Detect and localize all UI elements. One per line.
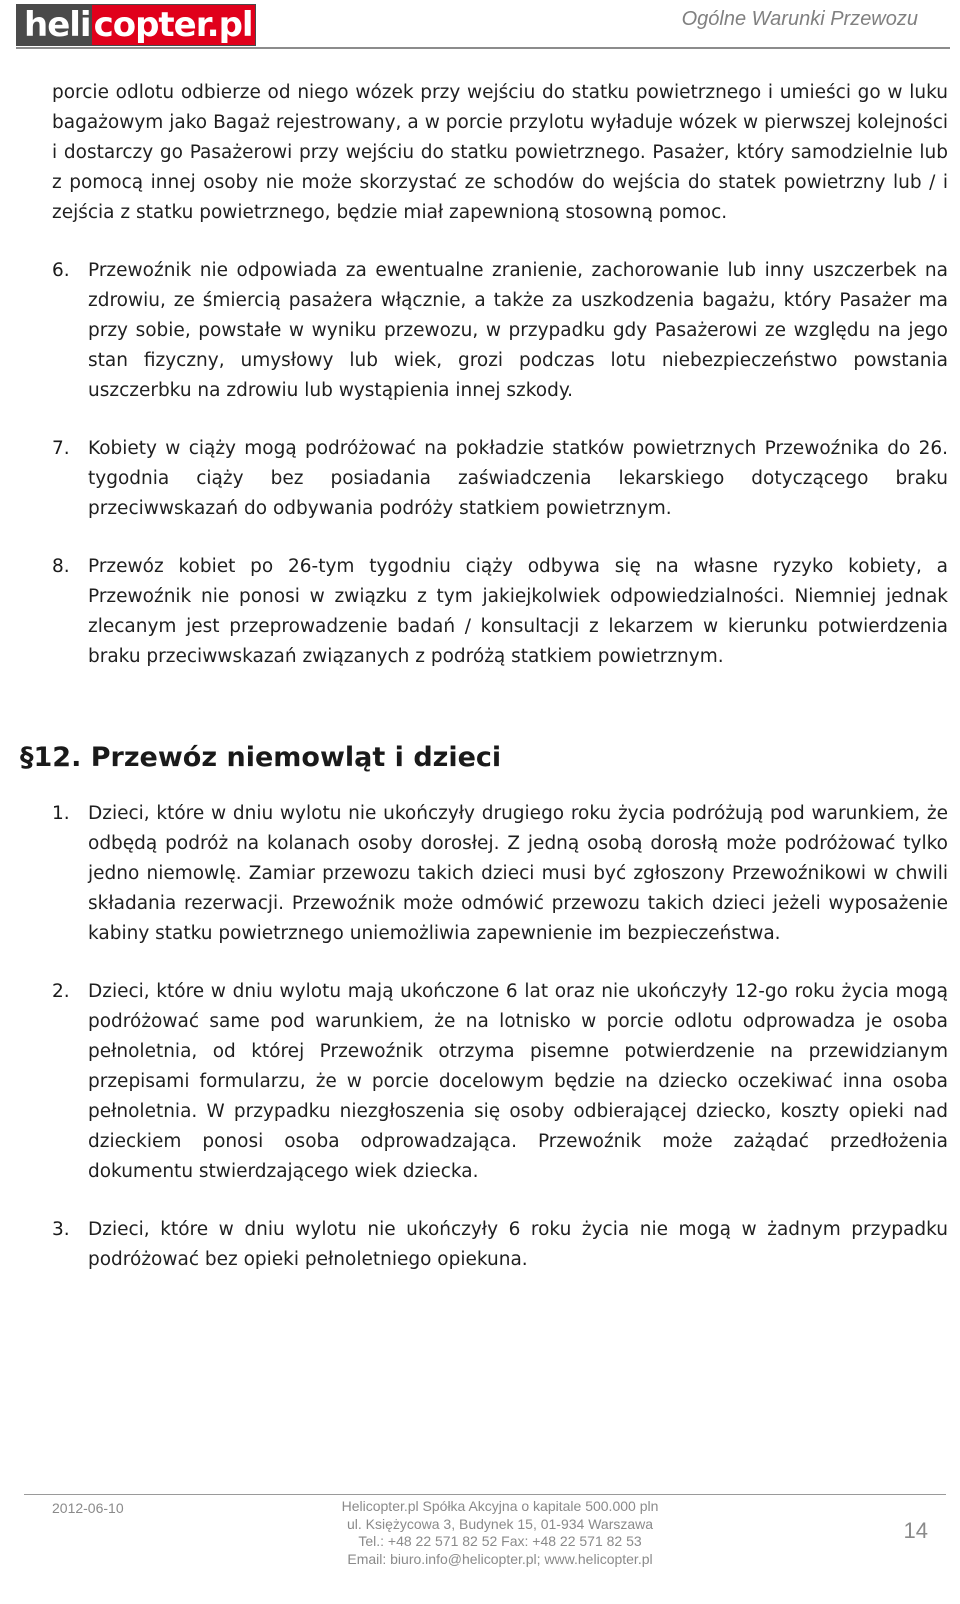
list-item-number: 8. xyxy=(52,556,70,577)
list-item-text: Dzieci, które w dniu wylotu nie ukończyły drugiego roku życia podróżują pod warunkiem, że odbędą podróż na kolanach osoby dorosłej. Z jedną osobą dorosłą może podróżować tylko jedno niemowlę. Zamiar przewozu takich dzieci musi być zgłoszony Przewoźnikowi w chwili składania rezerwacji. Przewoźnik może odmówić przewozu takich dzieci jeżeli wyposażenie kabiny statku powietrznego uniemożliwia zapewnienie im bezpieczeństwa. xyxy=(88,803,948,944)
footer-email: Email: biuro.info@helicopter.pl; www.helicopter.pl xyxy=(347,1550,653,1567)
logo-text-heli: heli xyxy=(24,5,91,45)
section-list xyxy=(52,799,948,1275)
intro-paragraph: porcie odlotu odbierze od niego wózek przy wejściu do statku powietrznego i umieści go w luku bagażowym jako Bagaż rejestrowany, a w porcie przylotu wyładuje wózek w pierwszej kolejności i dostarczy go Pasażerowi przy wejściu do statku powietrznego. Pasażer, który samodzielnie lub z pomocą innej osoby nie może skorzystać ze schodów do wejścia do statek powietrzny lub / i zejścia z statku powietrznego, będzie miał zapewnioną stosowną pomoc. xyxy=(52,82,948,223)
footer-date: 2012-06-10 xyxy=(52,1500,124,1516)
list-item-text: Przewoźnik nie odpowiada za ewentualne zranienie, zachorowanie lub inny uszczerbek na zdrowiu, ze śmiercią pasażera włącznie, a także za uszkodzenia bagażu, który Pasażer ma przy sobie, powstałe w wyniku przewozu, w przypadku gdy Pasażerowi ze względu na jego stan fizyczny, umysłowy lub wiek, grozi podczas lotu niebezpieczeństwo powstania uszczerbku na zdrowiu lub wystąpienia innej szkody. xyxy=(88,260,948,401)
document-body xyxy=(20,78,948,1275)
footer-divider xyxy=(24,1494,946,1495)
footer-company: Helicopter.pl Spółka Akcyjna o kapitale 500.000 pln xyxy=(341,1498,659,1514)
list-item-text: Kobiety w ciąży mogą podróżować na pokładzie statków powietrznych Przewoźnika do 26. tygodnia ciąży bez posiadania zaświadczenia lekarskiego dotyczącego braku przeciwwskazań do odbywania podróży statkiem powietrznym. xyxy=(88,438,948,519)
section-item-2 xyxy=(52,977,948,1187)
list-item-number: 2. xyxy=(52,981,70,1002)
list-item-number: 3. xyxy=(52,1219,70,1240)
helicopter-logo xyxy=(16,4,256,46)
section-heading: §12. Przewóz niemowląt i dzieci xyxy=(20,742,502,773)
list-item-6 xyxy=(52,256,948,406)
footer-address: ul. Księżycowa 3, Budynek 15, 01-934 Warszawa xyxy=(346,1515,654,1532)
list-item-8 xyxy=(52,552,948,672)
list-item-text: Przewóz kobiet po 26-tym tygodniu ciąży odbywa się na własne ryzyko kobiety, a Przewoźnik nie ponosi w związku z tym jakiejkolwiek odpowiedzialności. Niemniej jednak zlecanym jest przeprowadzenie badań / konsultacji z lekarzem w kierunku potwierdzenia braku przeciwwskazań związanych z podróżą statkiem powietrznym. xyxy=(88,556,948,667)
page-number: 14 xyxy=(903,1518,928,1543)
list-item-number: 1. xyxy=(52,803,70,824)
list-item-text: Dzieci, które w dniu wylotu mają ukończone 6 lat oraz nie ukończyły 12-go roku życia mogą podróżować same pod warunkiem, że na lotnisko w porcie odlotu odprowadza je osoba pełnoletnia, od której Przewoźnik otrzyma pisemne potwierdzenie na przewidzianym przepisami formularzu, że w porcie docelowym będzie na dziecko oczekiwać inna osoba pełnoletnia. W przypadku niezgłoszenia się osoby odbierającej dziecko, koszty opieki nad dzieckiem ponosi osoba odprowadzająca. Przewoźnik może zażądać przedłożenia dokumentu stwierdzającego wiek dziecka. xyxy=(88,981,948,1182)
logo-text-copter: copter.pl xyxy=(93,5,253,45)
page-footer xyxy=(0,1490,960,1604)
list-item-number: 7. xyxy=(52,438,70,459)
footer-company-info xyxy=(300,1498,700,1568)
list-item-number: 6. xyxy=(52,260,70,281)
list-item-7 xyxy=(52,434,948,524)
list-item-text: Dzieci, które w dniu wylotu nie ukończyły 6 roku życia nie mogą w żadnym przypadku podróżować bez opieki pełnoletniego opiekuna. xyxy=(88,1219,948,1270)
document-title: Ogólne Warunki Przewozu xyxy=(681,8,918,30)
section-item-1 xyxy=(52,799,948,949)
section-item-3 xyxy=(52,1215,948,1275)
footer-phone: Tel.: +48 22 571 82 52 Fax: +48 22 571 82 53 xyxy=(358,1533,642,1549)
page-header xyxy=(0,0,960,50)
header-divider xyxy=(16,47,950,49)
